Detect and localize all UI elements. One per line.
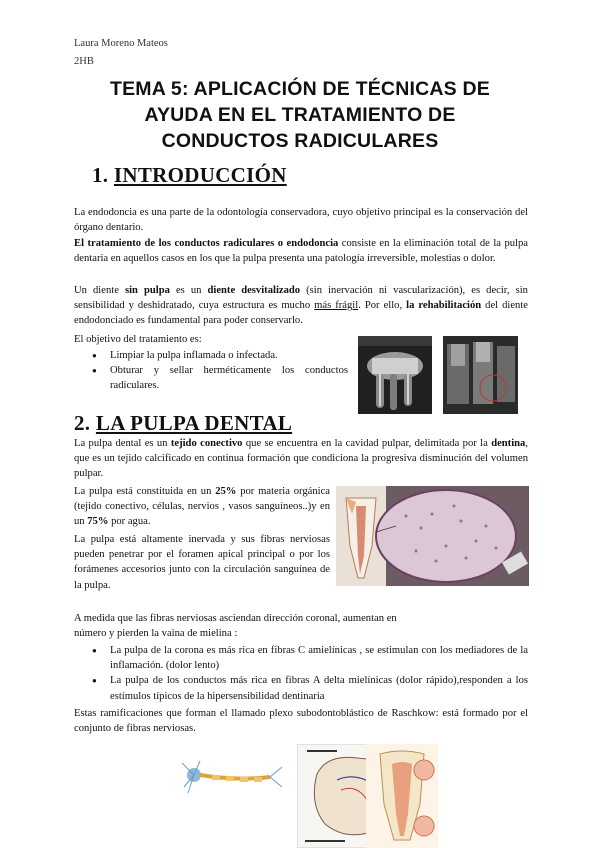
pulp-paragraph-5: Estas ramificaciones que forman el llamado plexo subodontoblástico de Raschkow: está formado por el conjunto de fibras nerviosas.: [74, 708, 528, 735]
pulp-paragraph-1: [74, 436, 528, 482]
pulp-p4-line-2: número y pierden la vaina de mielina :: [74, 628, 238, 640]
intro-p3-text-a: Un diente: [74, 285, 125, 296]
pulp-p1-bold-b: tejido conectivo: [170, 438, 243, 449]
intro-p3-text-e: (sin inervación ni vascularización), es decir, sin sensibilidad y deshidratado, cuya estructura es mucho: [74, 285, 528, 312]
pulp-paragraph-2: [74, 484, 330, 530]
intro-p3-underline-f: más frágil: [314, 300, 359, 312]
section-1-title: INTRODUCCIÓN: [113, 163, 287, 187]
pulp-p1-bold-d: dentina: [491, 438, 526, 449]
pulp-p1-text-a: La pulpa dental es un: [74, 438, 171, 449]
pulp-p2-text-a: La pulpa está constituida en un: [74, 486, 216, 497]
pulp-p2-text-e: por agua.: [108, 516, 151, 528]
pulp-p2-text-c: por materia orgánica (tejido conectivo, células, nervios , vasos sanguíneos..)y en un: [74, 486, 330, 528]
pulp-paragraph-4: [74, 611, 528, 641]
title-line-2: AYUDA EN EL TRATAMIENTO DE: [144, 104, 456, 126]
pulp-p1-text-e: , que es un tejido calcificado en continua formación que condiciona la progresiva disminución del volumen pulpar.: [74, 438, 528, 480]
intro-p3-text-g: . Por ello,: [358, 300, 407, 312]
intro-paragraph-2: [74, 236, 528, 266]
pulp-p1-text-c: que se encuentra en la cavidad pulpar, delimitada por la: [242, 438, 492, 449]
fibers-list: [92, 643, 528, 704]
objectives-list: [92, 348, 348, 394]
section-1-heading: [92, 163, 287, 188]
list-item: ● Obturar y sellar herméticamente los conductos radiculares.: [92, 363, 348, 393]
intro-p2-bold: El tratamiento de los conductos radiculares o endodoncia: [74, 238, 339, 249]
xray-image-1: [358, 336, 432, 414]
xray-image-2: [443, 336, 518, 414]
intro-p3-bold-h: la rehabilitación: [406, 300, 482, 312]
list-item: ● Limpiar la pulpa inflamada o infectada.: [92, 348, 348, 363]
pulp-p2-bold-d: 75%: [87, 516, 109, 528]
intro-paragraph-1: La endodoncia es una parte de la odontología conservadora, cuyo objetivo principal es la conservación del órgano dentario.: [74, 207, 528, 234]
intro-paragraph-4: El objetivo del tratamiento es:: [74, 334, 202, 345]
title-line-1: TEMA 5: APLICACIÓN DE TÉCNICAS DE: [109, 78, 490, 100]
title-line-3: CONDUCTOS RADICULARES: [161, 130, 439, 152]
intro-p3-text-i: del diente endodonciado es fundamental para poder conservarlo.: [74, 300, 528, 327]
pulp-p2-bold-b: 25%: [215, 486, 237, 497]
list-item: ● La pulpa de los conductos más rica en fibras A delta mielínicas (dolor rápido),responden a los estímulos típicos de la hipersensibilidad dentinaria: [92, 673, 528, 703]
neuron-image: [178, 753, 286, 801]
author-name: Laura Moreno Mateos: [74, 38, 168, 49]
intro-p3-bold-b: sin pulpa: [124, 285, 170, 296]
pulp-histology-image: [336, 486, 529, 586]
group-label: 2HB: [74, 56, 94, 67]
intro-p3-text-c: es un: [169, 285, 208, 296]
pulp-p4-line-1: A medida que las fibras nerviosas asciendan dirección coronal, aumentan en: [74, 613, 397, 624]
intro-p3-bold-d: diente desvitalizado: [207, 285, 301, 296]
pulp-paragraph-3: La pulpa está altamente inervada y sus fibras nerviosas pueden penetrar por el foramen apical principal o por los forámenes accesorios junto con la circulación sanguínea de la pulpa.: [74, 534, 330, 591]
section-2-title: LA PULPA DENTAL: [95, 411, 293, 435]
section-2-number: 2.: [74, 411, 91, 435]
list-item: ● La pulpa de la corona es más rica en fibras C amielínicas , se estimulan con los mediadores de la inflamación. (dolor lento): [92, 643, 528, 673]
page-title: [60, 76, 540, 154]
section-2-heading: [74, 411, 292, 436]
section-1-number: 1.: [92, 163, 109, 187]
intro-p2-rest: consiste en la eliminación total de la pulpa dentaria en aquellos casos en los que la pulpa presenta una patología irreversible, molestias o dolor.: [74, 238, 528, 265]
intro-paragraph-3: [74, 283, 528, 329]
tooth-section-image: [366, 744, 438, 848]
